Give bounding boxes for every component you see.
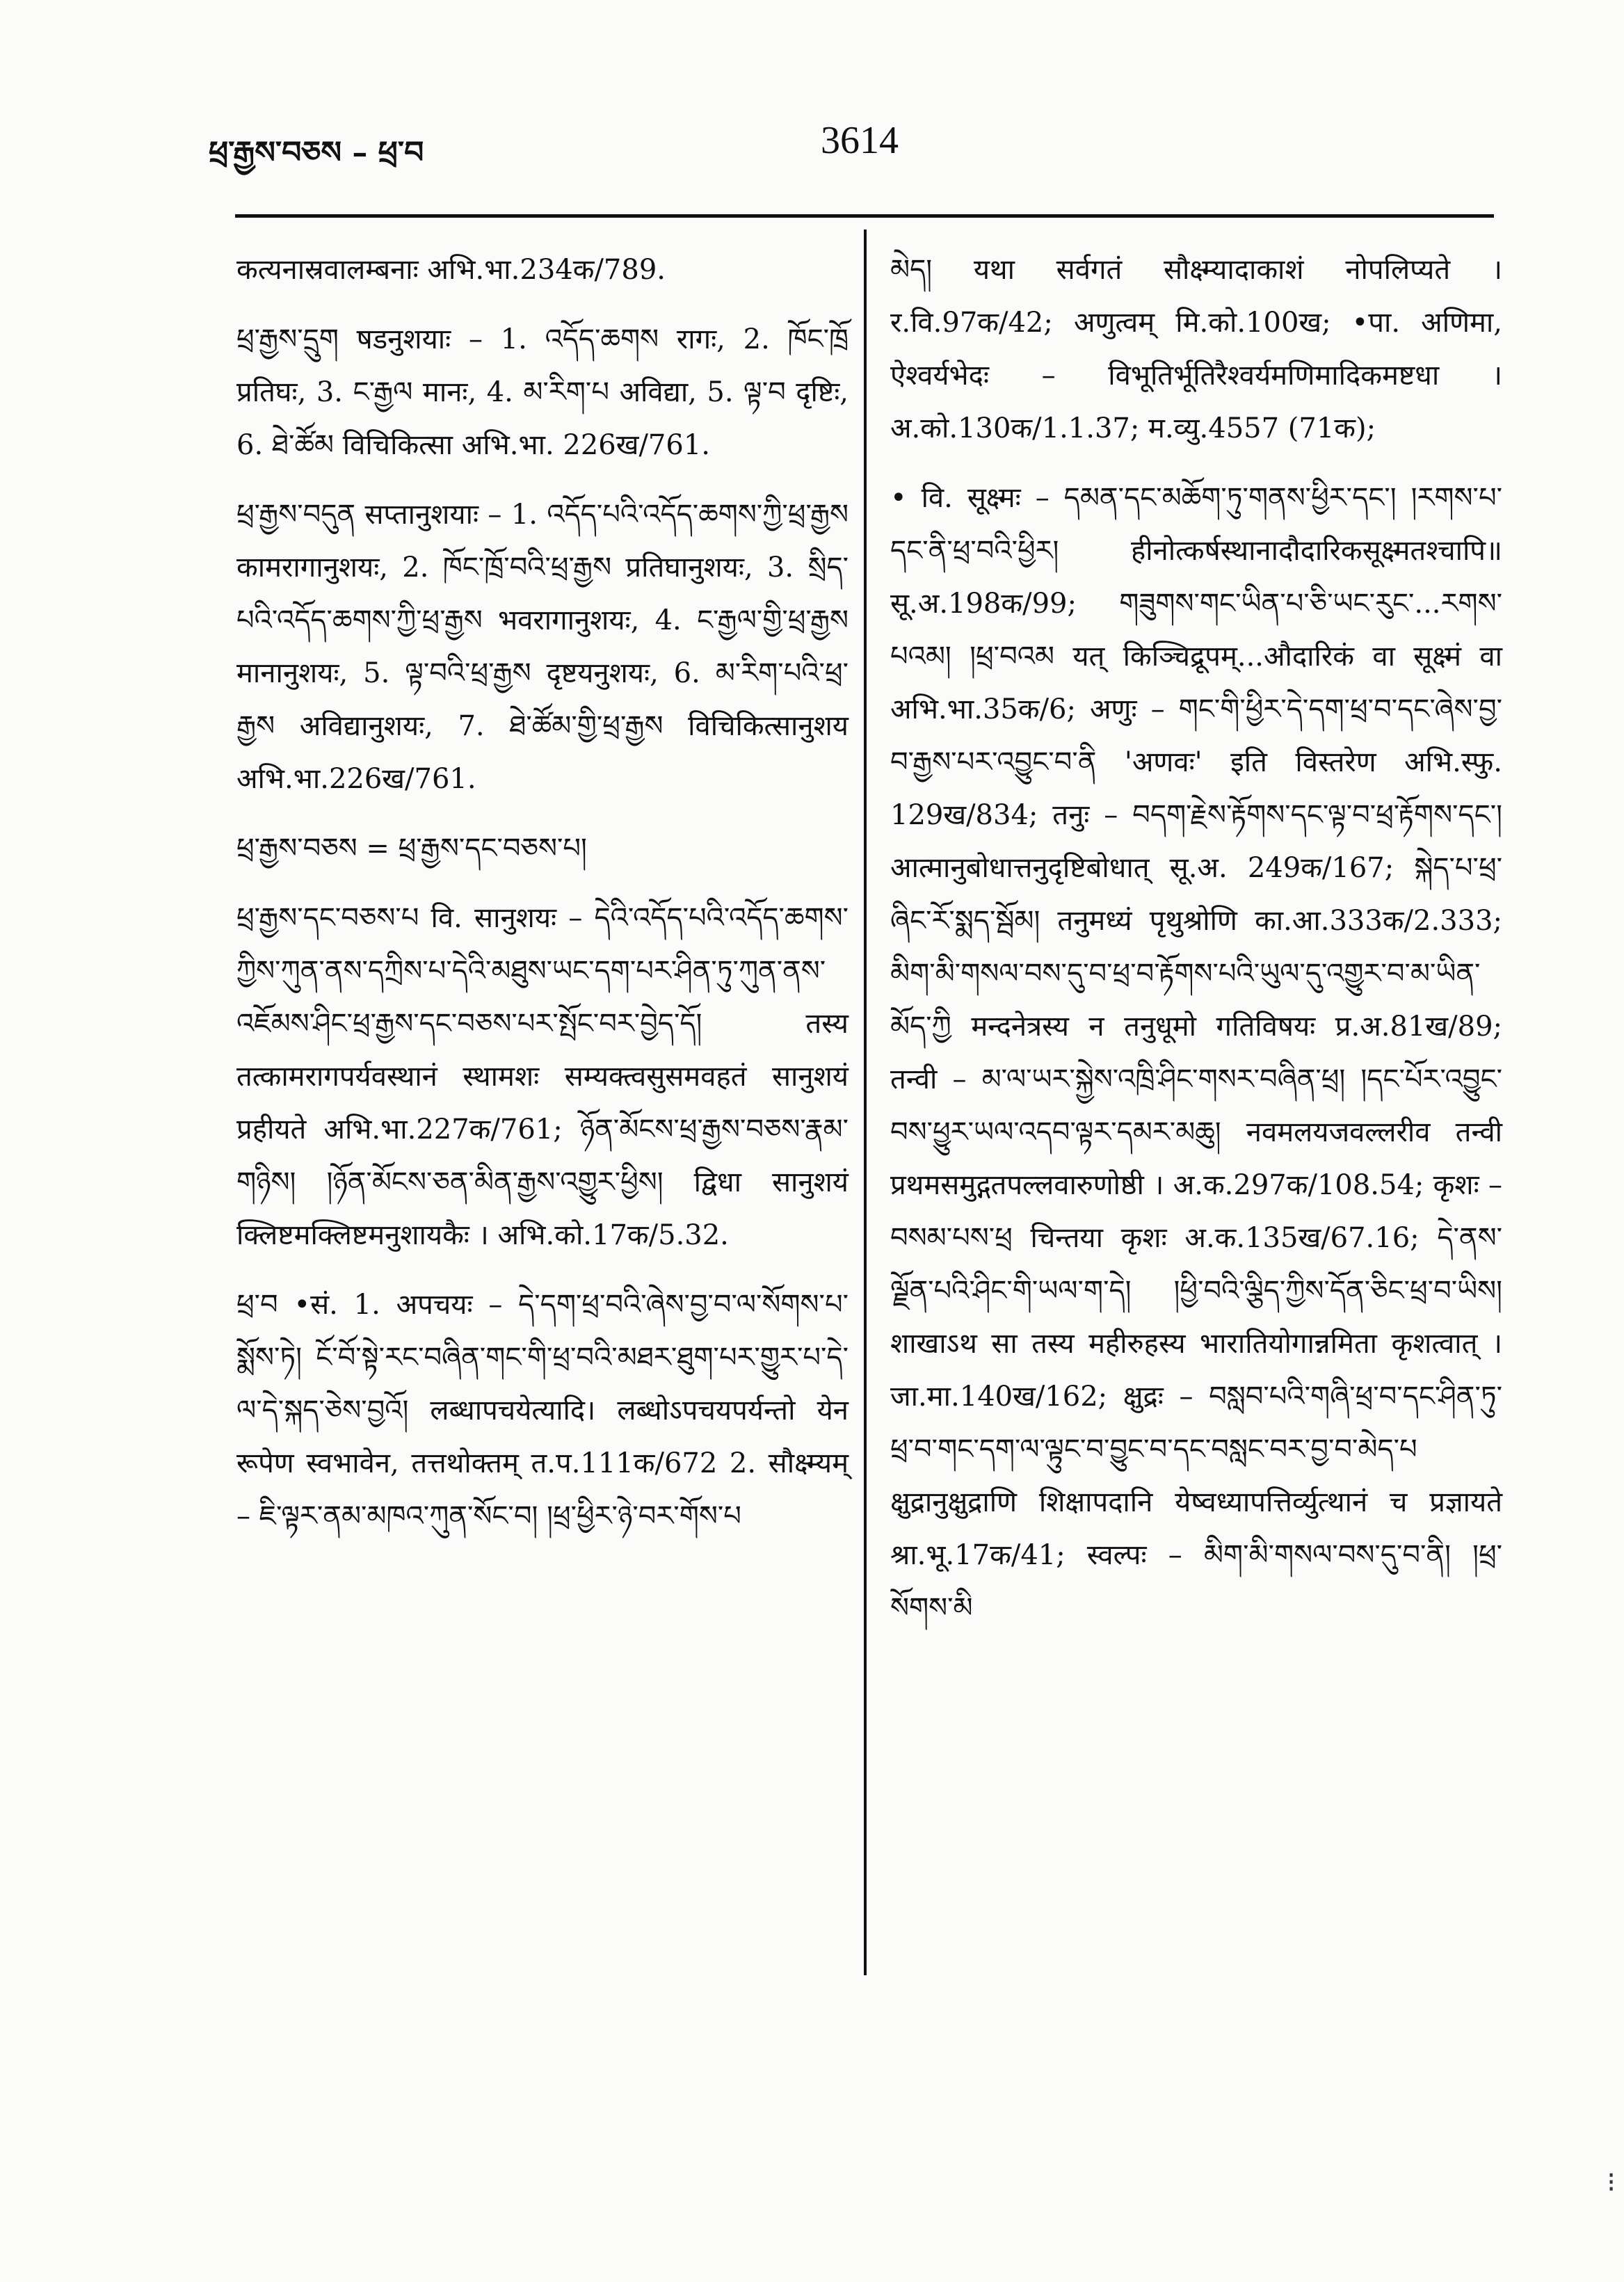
paragraph: ཕྲ་རྒྱས་བདུན सप्तानुशयाः – 1. འདོད་པའི་འདོད་ཆགས་ཀྱི་ཕྲ་རྒྱས कामरागानुशयः, 2. ཁོང་ཁྲོ་བའི་ཕྲ་རྒྱས प्रतिघानुशयः, 3. སྲིད་པའི་འདོད་ཆགས་ཀྱི་ཕྲ་རྒྱས भवरागानुशयः, 4. ང་རྒྱལ་གྱི་ཕྲ་རྒྱས मानानुशयः, 5. ལྟ་བའི་ཕྲ་རྒྱས दृष्टयनुशयः, 6. མ་རིག་པའི་ཕྲ་རྒྱས अविद्यानुशयः, 7. ཐེ་ཚོམ་གྱི་ཕྲ་རྒྱས विचिकित्सानुशय अभि.भा.226ख/761. [236,499,849,795]
header-rule [235,214,1494,218]
page-header [209,104,1502,170]
paragraph: ཕྲ་རྒྱས་དང་བཅས་པ वि. सानुशयः – དེའི་འདོད་པའི་འདོད་ཆགས་ཀྱིས་ཀུན་ནས་དཀྲིས་པ་དེའི་མཐུས་ཡང་དག་པར་ཤིན་ཏུ་ཀུན་ནས་འཇོམས་ཤིང་ཕྲ་རྒྱས་དང་བཅས་པར་སྤོང་བར་བྱེད་དོ། तस्य तत्कामरागपर्यवस्थानं स्थामशः सम्यक्त्वसुसमवहतं सानुशयं प्रहीयते अभि.भा.227क/761; ཉོན་མོངས་ཕྲ་རྒྱས་བཅས་རྣམ་གཉིས། །ཉོན་མོངས་ཅན་མིན་རྒྱས་འགྱུར་ཕྱིས། द्विधा सानुशयं क्लिष्टमक्लिष्टमनुशायकैः । अभि.को.17क/5.32. [236,902,849,1251]
right-column [890,243,1502,1651]
running-head: ཕྲ་རྒྱས་བཅས – ཕྲ་བ [209,135,424,170]
column-divider [864,230,867,1975]
paragraph: མེད། यथा सर्वगतं सौक्ष्म्यादाकाशं नोपलिप्यते । र.वि.97क/42; अणुत्वम् मि.को.100ख; •पा. अणिमा, ऐश्वर्यभेदः – विभूतिर्भूतिरैश्वर्यमणिमादिकमष्टधा । अ.को.130क/1.1.37; म.व्यु.4557 (71क); [890,254,1502,444]
paragraph: ཕྲ་བ •सं. 1. अपचयः – དེ་དག་ཕྲ་བའི་ཞེས་བྱ་བ་ལ་སོགས་པ་སྨོས་ཏེ། ངོ་བོ་སྟེ་རང་བཞིན་གང་གི་ཕྲ་བའི་མཐར་ཐུག་པར་གྱུར་པ་དེ་ལ་དེ་སྐད་ཅེས་བྱའོ། लब्धापचयेत्यादि। लब्धोऽपचयपर्यन्तो येन रूपेण स्वभावेन, तत्तथोक्तम् त.प.111क/672 2. सौक्ष्म्यम् – ཇི་ལྟར་ནམ་མཁའ་ཀུན་སོང་བ། །ཕྲ་ཕྱིར་ཉེ་བར་གོས་པ [236,1289,849,1532]
page-number: 3614 [821,119,899,162]
paragraph: ཕྲ་རྒྱས་དྲུག षडनुशयाः – 1. འདོད་ཆགས रागः, 2. ཁོང་ཁྲོ प्रतिघः, 3. ང་རྒྱལ मानः, 4. མ་རིག་པ अविद्या, 5. ལྟ་བ दृष्टिः, 6. ཐེ་ཚོམ विचिकित्सा अभि.भा. 226ख/761. [236,323,849,461]
left-column [236,243,849,1559]
paragraph: ཕྲ་རྒྱས་བཅས = ཕྲ་རྒྱས་དང་བཅས་པ། [236,833,587,865]
corner-mark: ⁝ [1607,2167,1616,2199]
paragraph: कत्यनास्रवालम्बनाः अभि.भा.234क/789. [236,254,666,286]
paragraph: • वि. सूक्ष्मः – དམན་དང་མཆོག་ཏུ་གནས་ཕྱིར་དང་། །རགས་པ་དང་ནི་ཕྲ་བའི་ཕྱིར། हीनोत्कर्षस्थानादौदारिकसूक्ष्मतश्चापि॥ सू.अ.198क/99; གཟུགས་གང་ཡིན་པ་ཅི་ཡང་རུང་...རགས་པའམ། །ཕྲ་བའམ यत् किञ्चिद्रूपम्...औदारिकं वा सूक्ष्मं वा अभि.भा.35क/6; अणुः – གང་གི་ཕྱིར་དེ་དག་ཕྲ་བ་དང་ཞེས་བྱ་བ་རྒྱས་པར་འབྱུང་བ་ནི 'अणवः' इति विस्तरेण अभि.स्फु. 129ख/834; तनुः – བདག་རྗེས་རྟོགས་དང་ལྟ་བ་ཕྲ་རྟོགས་དང་། आत्मानुबोधात्तनुदृष्टिबोधात् सू.अ. 249क/167; སྐེད་པ་ཕྲ་ཞིང་རོ་སྨད་སྦོམ། तनुमध्यं पृथुश्रोणि का.आ.333क/2.333; མིག་མི་གསལ་བས་དུ་བ་ཕྲ་བ་རྟོགས་པའི་ཡུལ་དུ་འགྱུར་བ་མ་ཡིན་མོད་ཀྱི मन्दनेत्रस्य न तनुधूमो गतिविषयः प्र.अ.81ख/89; तन्वी – མ་ལ་ཡར་སྐྱེས་འཁྲི་ཤིང་གསར་བཞིན་ཕྲ། །དང་པོར་འབྱུང་བས་ཕྱུར་ཡལ་འདབ་ལྟར་དམར་མཆུ། नवमलयजवल्लरीव तन्वी प्रथमसमुद्गतपल्लवारुणोष्ठी । अ.क.297क/108.54; कृशः – བསམ་པས་ཕྲ चिन्तया कृशः अ.क.135ख/67.16; དེ་ནས་ལྗོན་པའི་ཤིང་གི་ཡལ་ག་དེ། །ཕྱི་བའི་ལྕིད་ཀྱིས་དོན་ཅིང་ཕྲ་བ་ཡིས། शाखाऽथ सा तस्य महीरुहस्य भारातियोगान्नमिता कृशत्वात् । जा.मा.140ख/162; क्षुद्रः – བསླབ་པའི་གཞི་ཕྲ་བ་དང་ཤིན་ཏུ་ཕྲ་བ་གང་དག་ལ་ལྟུང་བ་བྱུང་བ་དང་བསླང་བར་བྱ་བ་མེད་པ क्षुद्रानुक्षुद्राणि शिक्षापदानि येष्वध्यापत्तिर्व्युत्थानं च प्रज्ञायते श्रा.भू.17क/41; स्वल्पः – མིག་མི་གསལ་བས་དུ་བ་ནི། །ཕྲ་སོགས་མི [890,482,1502,1624]
